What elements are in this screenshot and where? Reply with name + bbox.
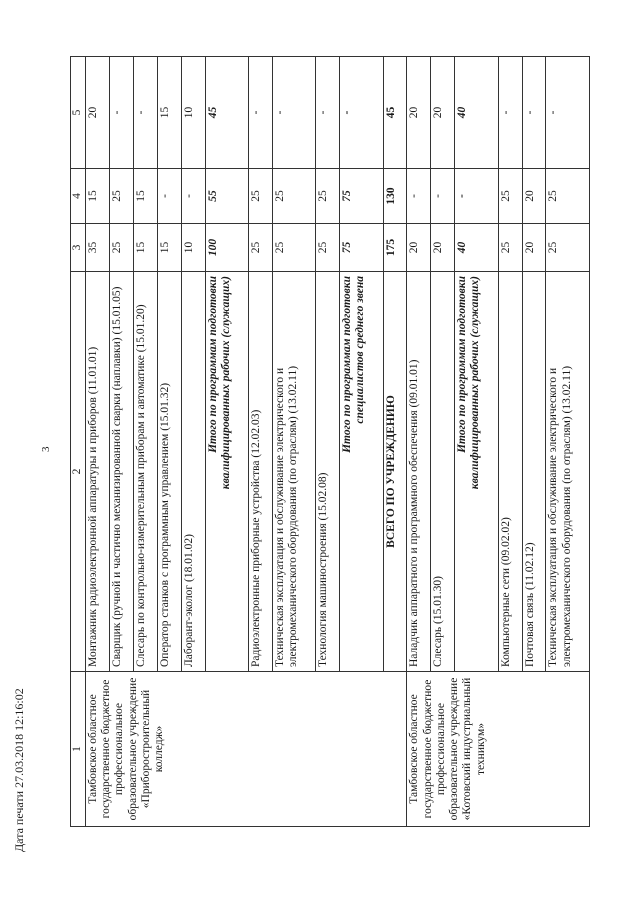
program-name: Слесарь по контрольно-измерительным приборам и автоматике (15.01.20): [133, 272, 157, 672]
cell-budget: -: [455, 169, 498, 224]
subtotal-label-line1: Итого по программам подготовки: [341, 276, 354, 453]
cell-total: 25: [248, 224, 272, 272]
cell-budget: 20: [522, 169, 546, 224]
program-name: Радиоэлектронные приборные устройства (12.02.03): [248, 272, 272, 672]
subtotal-label-line2: специалистов среднего звена: [354, 276, 367, 424]
cell-total: 175: [383, 224, 407, 272]
cell-total: 35: [86, 224, 110, 272]
program-name: Техническая эксплуатация и обслуживание электрического и электромеханического оборудования (по отраслям) (13.02.11): [272, 272, 315, 672]
col-header-3: 3: [71, 224, 86, 272]
admission-table: [70, 56, 590, 827]
cell-total: 25: [272, 224, 315, 272]
cell-total: 15: [133, 224, 157, 272]
subtotal-label-line1: Итого по программам подготовки: [206, 276, 219, 453]
subtotal-label: [455, 272, 498, 672]
cell-extra: 20: [407, 57, 431, 169]
program-name: Технология машиностроения (15.02.08): [316, 272, 340, 672]
cell-budget: 130: [383, 169, 407, 224]
cell-budget: -: [431, 169, 455, 224]
cell-budget: 25: [272, 169, 315, 224]
cell-extra: 40: [455, 57, 498, 169]
cell-budget: -: [157, 169, 181, 224]
subtotal-label: [340, 272, 383, 672]
cell-budget: 25: [248, 169, 272, 224]
subtotal-label-line2: квалифицированных рабочих (служащих): [469, 276, 482, 490]
cell-budget: 75: [340, 169, 383, 224]
program-name: Слесарь (15.01.30): [431, 272, 455, 672]
col-header-4: 4: [71, 169, 86, 224]
cell-extra: -: [248, 57, 272, 169]
header-row: [71, 57, 86, 827]
cell-extra: 10: [181, 57, 205, 169]
cell-budget: 25: [546, 169, 590, 224]
cell-extra: -: [316, 57, 340, 169]
cell-budget: 25: [109, 169, 133, 224]
cell-extra: -: [498, 57, 522, 169]
table-row: [86, 57, 110, 827]
cell-total: 10: [181, 224, 205, 272]
cell-total: 100: [205, 224, 248, 272]
cell-budget: 25: [316, 169, 340, 224]
cell-budget: -: [407, 169, 431, 224]
cell-total: 40: [455, 224, 498, 272]
program-name: Компьютерные сети (09.02.02): [498, 272, 522, 672]
cell-budget: 25: [498, 169, 522, 224]
cell-budget: -: [181, 169, 205, 224]
cell-budget: 15: [86, 169, 110, 224]
cell-extra: 15: [157, 57, 181, 169]
org-name-2: Тамбовское областное государственное бюджетное профессиональное образовательное учреждение «Котовский индустриальный техникум»: [407, 672, 590, 827]
cell-extra: -: [133, 57, 157, 169]
program-name: Почтовая связь (11.02.12): [522, 272, 546, 672]
cell-budget: 55: [205, 169, 248, 224]
cell-extra: -: [522, 57, 546, 169]
cell-extra: -: [546, 57, 590, 169]
table-row: [407, 57, 431, 827]
col-header-5: 5: [71, 57, 86, 169]
cell-extra: 45: [383, 57, 407, 169]
col-header-1: 1: [71, 672, 86, 827]
cell-budget: 15: [133, 169, 157, 224]
col-header-2: 2: [71, 272, 86, 672]
rotated-table-container: [70, 57, 590, 827]
cell-extra: 20: [431, 57, 455, 169]
cell-total: 25: [316, 224, 340, 272]
page-number: 3: [40, 446, 52, 452]
program-name: Наладчик аппаратного и программного обеспечения (09.01.01): [407, 272, 431, 672]
program-name: Сварщик (ручной и частично механизированной сварки (наплавки) (15.01.05): [109, 272, 133, 672]
cell-total: 20: [431, 224, 455, 272]
program-name: Лаборант-эколог (18.01.02): [181, 272, 205, 672]
cell-extra: -: [109, 57, 133, 169]
subtotal-label: [205, 272, 248, 672]
cell-total: 20: [522, 224, 546, 272]
program-name: Оператор станков с программным управлением (15.01.32): [157, 272, 181, 672]
cell-extra: -: [340, 57, 383, 169]
subtotal-label-line1: Итого по программам подготовки: [456, 276, 469, 453]
program-name: Техническая эксплуатация и обслуживание электрического и электромеханического оборудования (по отраслям) (13.02.11): [546, 272, 590, 672]
cell-extra: -: [272, 57, 315, 169]
cell-total: 25: [498, 224, 522, 272]
org-name-1: Тамбовское областное государственное бюджетное профессиональное образовательное учреждение «Приборостроительный колледж»: [86, 672, 407, 827]
cell-total: 75: [340, 224, 383, 272]
program-name: Монтажник радиоэлектронной аппаратуры и приборов (11.01.01): [86, 272, 110, 672]
cell-total: 20: [407, 224, 431, 272]
cell-extra: 45: [205, 57, 248, 169]
subtotal-label-line2: квалифицированных рабочих (служащих): [219, 276, 232, 490]
print-date: Дата печати 27.03.2018 12:16:02: [12, 688, 26, 852]
cell-extra: 20: [86, 57, 110, 169]
cell-total: 15: [157, 224, 181, 272]
cell-total: 25: [109, 224, 133, 272]
cell-total: 25: [546, 224, 590, 272]
grand-total-label: ВСЕГО ПО УЧРЕЖДЕНИЮ: [383, 272, 407, 672]
